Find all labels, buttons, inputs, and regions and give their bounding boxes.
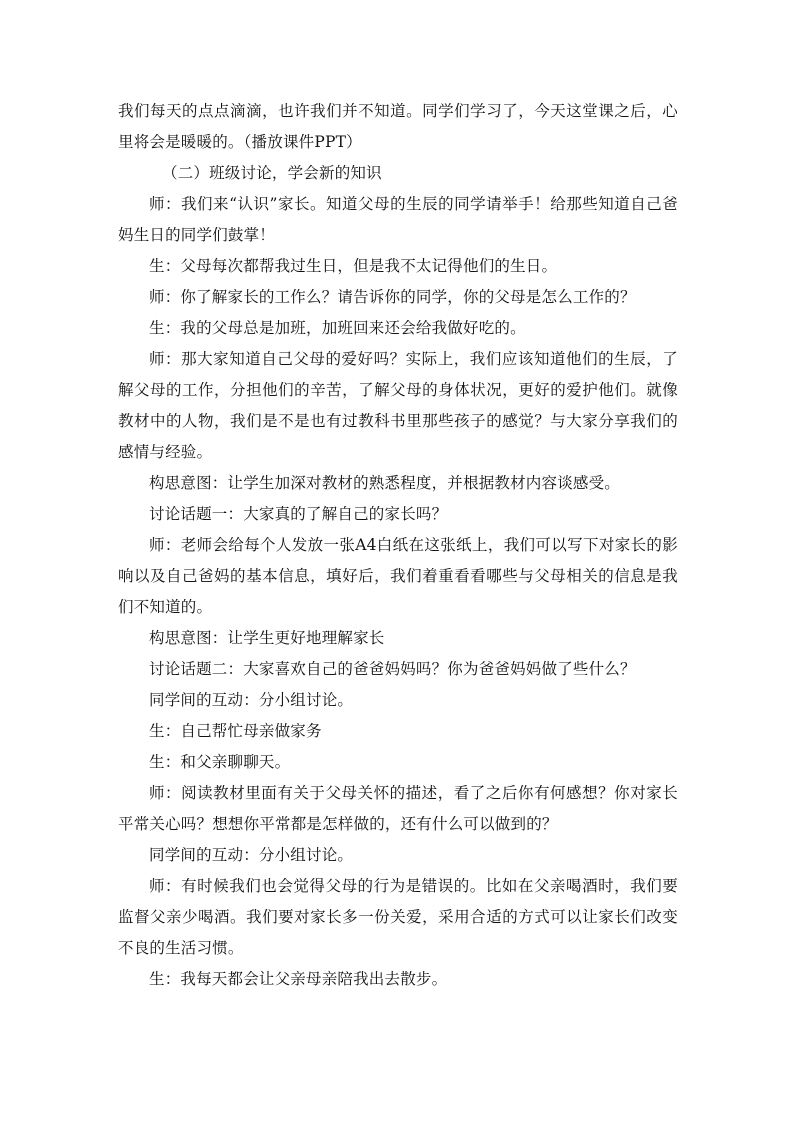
paragraph-interaction: 同学间的互动：分小组讨论。	[149, 691, 354, 709]
paragraph-design-intent: 构思意图：让学生加深对教材的熟悉程度，并根据教材内容谈感受。	[149, 474, 621, 492]
paragraph-teacher: 师：你了解家长的工作么？请告诉你的同学，你的父母是怎么工作的？	[149, 288, 636, 306]
paragraph-student: 生：和父亲聊聊天。	[149, 753, 291, 771]
paragraph-student: 生：父母每次都帮我过生日，但是我不太记得他们的生日。	[149, 257, 558, 275]
section-heading: （二）班级讨论，学会新的知识	[162, 164, 382, 182]
paragraph-teacher: 师：我们来“认识”家长。知道父母的生辰的同学请举手！给那些知道自己爸妈生日的同学们鼓掌！	[118, 195, 678, 244]
paragraph-student: 生：自己帮忙母亲做家务	[149, 722, 322, 740]
paragraph-teacher: 师：那大家知道自己父母的爱好吗？实际上，我们应该知道他们的生辰，了解父母的工作，分担他们的辛苦，了解父母的身体状况，更好的爱护他们。就像教材中的人物，我们是不是也有过教科书里那些孩子的感觉？与大家分享我们的感情与经验。	[118, 350, 678, 461]
paragraph-intro: 我们每天的点点滴滴，也许我们并不知道。同学们学习了，今天这堂课之后，心里将会是暖暖的。（播放课件PPT）	[118, 102, 678, 151]
paragraph-teacher: 师：阅读教材里面有关于父母关怀的描述，看了之后你有何感想？你对家长平常关心吗？想想你平常都是怎样做的，还有什么可以做到的？	[118, 784, 678, 833]
paragraph-discussion-topic: 讨论话题一：大家真的了解自己的家长吗？	[149, 505, 448, 523]
document-body	[118, 96, 678, 995]
paragraph-student: 生：我每天都会让父亲母亲陪我出去散步。	[149, 970, 448, 988]
paragraph-discussion-topic: 讨论话题二：大家喜欢自己的爸爸妈妈吗？你为爸爸妈妈做了些什么？	[149, 660, 636, 678]
paragraph-interaction: 同学间的互动：分小组讨论。	[149, 846, 354, 864]
paragraph-teacher: 师：老师会给每个人发放一张A4白纸在这张纸上，我们可以写下对家长的影响以及自己爸妈的基本信息，填好后，我们着重看看哪些与父母相关的信息是我们不知道的。	[118, 536, 678, 616]
paragraph-design-intent: 构思意图：让学生更好地理解家长	[149, 629, 385, 647]
paragraph-student: 生：我的父母总是加班，加班回来还会给我做好吃的。	[149, 319, 526, 337]
paragraph-teacher: 师：有时候我们也会觉得父母的行为是错误的。比如在父亲喝酒时，我们要监督父亲少喝酒。我们要对家长多一份关爱，采用合适的方式可以让家长们改变不良的生活习惯。	[118, 877, 678, 957]
